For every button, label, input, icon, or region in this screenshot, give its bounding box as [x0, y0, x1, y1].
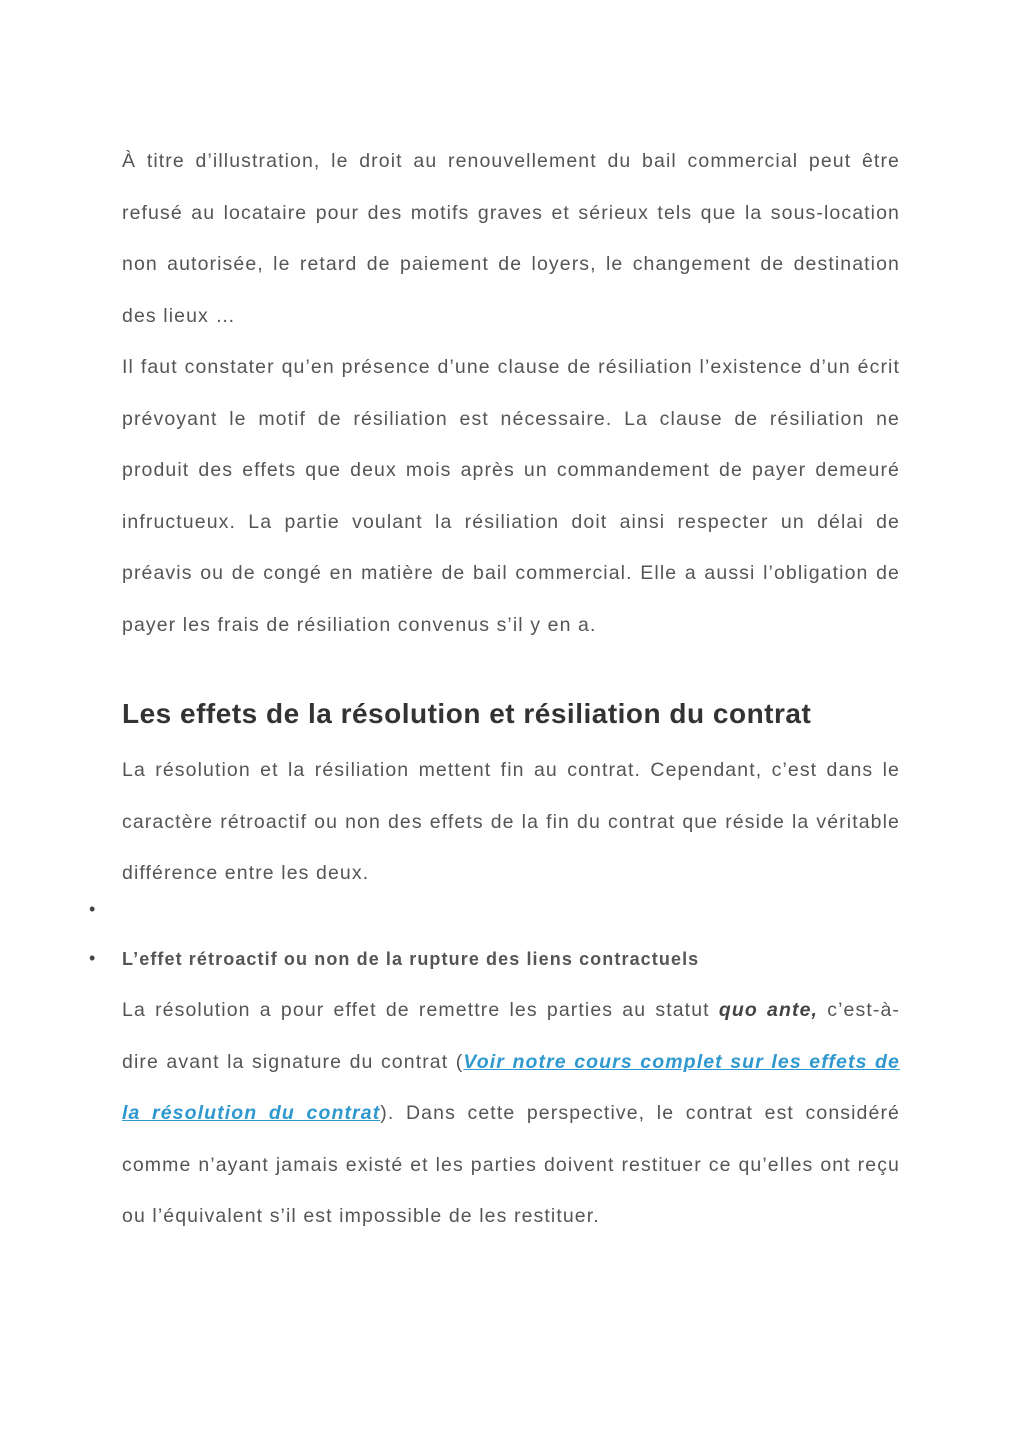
latin-term-quo-ante: quo ante,	[718, 999, 819, 1021]
bullet-retroactive-effect: L’effet rétroactif ou non de la rupture des liens contractuels	[122, 949, 700, 969]
paragraph-text: La résolution a pour effet de remettre les parties au statut	[122, 999, 719, 1021]
section-heading: Les effets de la résolution et résiliation du contrat	[122, 698, 812, 729]
paragraph-text: ). Dans cette perspective, le contrat est considéré comme n’ayant jamais existé et les parties doivent restituer ce qu’elles ont reçu ou l’équivalent s’il est impossible de les restituer.	[122, 1102, 900, 1228]
paragraph-effects-intro: La résolution et la résiliation mettent fin au contrat. Cependant, c’est dans le caractère rétroactif ou non des effets de la fin du contrat que réside la véritable différence entre les deux.	[122, 759, 900, 885]
bullet-marker: •	[89, 948, 96, 968]
course-link[interactable]: Voir notre cours complet sur les effets de la résolution du contrat	[122, 1050, 900, 1125]
paragraph-text: c’est-à-dire avant la signature du contrat (	[122, 999, 900, 1073]
paragraph-resolution-effect	[122, 985, 900, 1243]
paragraph-termination-clause: Il faut constater qu’en présence d’une clause de résiliation l’existence d’un écrit prévoyant le motif de résiliation est nécessaire. La clause de résiliation ne produit des effets que deux mois après un commandement de payer demeuré infructueux. La partie voulant la résiliation doit ainsi respecter un délai de préavis ou de congé en matière de bail commercial. Elle a aussi l’obligation de payer les frais de résiliation convenus s’il y en a.	[122, 356, 900, 636]
bullet-empty: •	[89, 899, 96, 919]
paragraph-renewal-refusal: À titre d’illustration, le droit au renouvellement du bail commercial peut être refusé au locataire pour des motifs graves et sérieux tels que la sous-location non autorisée, le retard de paiement de loyers, le changement de destination des lieux …	[122, 150, 900, 327]
